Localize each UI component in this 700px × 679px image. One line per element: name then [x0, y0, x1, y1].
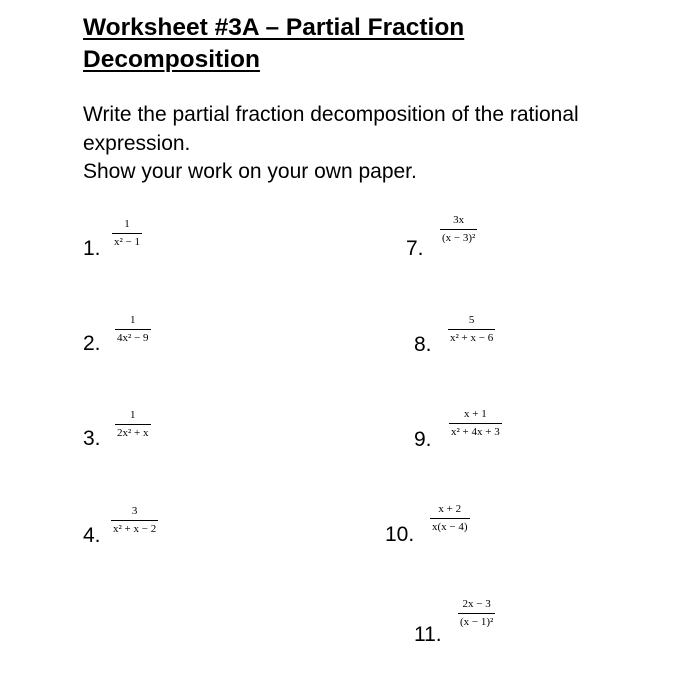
denominator: x² + 4x + 3 [451, 426, 500, 438]
denominator: (x − 1)² [460, 616, 494, 628]
worksheet-title [83, 12, 464, 76]
denominator: x(x − 4) [432, 521, 468, 533]
instruction-line-1: Write the partial fraction decomposition of the rational [83, 103, 579, 126]
fraction [448, 314, 495, 345]
problem-number: 7. [406, 237, 424, 260]
problem-number: 3. [83, 427, 101, 450]
denominator: 4x² − 9 [117, 332, 149, 344]
denominator: x² − 1 [114, 236, 141, 248]
numerator: x + 1 [464, 408, 487, 420]
denominator: (x − 3)² [442, 232, 476, 244]
numerator: 3x [453, 214, 465, 226]
numerator: 1 [130, 409, 136, 421]
instruction-line-3: Show your work on your own paper. [83, 160, 417, 183]
denominator: x² + x − 2 [113, 523, 157, 535]
numerator: 2x − 3 [462, 598, 491, 610]
fraction [115, 409, 151, 440]
title-line-1: Worksheet #3A – Partial Fraction [83, 14, 465, 41]
fraction [449, 408, 502, 439]
fraction [115, 314, 151, 345]
numerator: 3 [131, 505, 138, 517]
denominator: x² + x − 6 [450, 332, 494, 344]
title-line-2: Decomposition [83, 46, 260, 73]
problem-number: 9. [414, 428, 432, 451]
fraction [430, 503, 470, 534]
instruction-line-2: expression. [83, 131, 191, 155]
problem-number: 10. [385, 523, 415, 546]
numerator: 5 [468, 314, 475, 326]
problem-number: 4. [83, 524, 101, 547]
numerator: x + 2 [438, 503, 462, 515]
numerator: 1 [130, 314, 136, 326]
problem-number: 1. [83, 237, 101, 260]
denominator: 2x² + x [117, 427, 149, 439]
fraction [440, 214, 477, 245]
problem-number: 8. [414, 333, 432, 356]
problem-number: 2. [83, 332, 101, 355]
fraction [458, 598, 495, 629]
problem-number: 11. [414, 623, 442, 646]
instructions [83, 101, 673, 187]
fraction [111, 505, 158, 536]
fraction [112, 218, 142, 249]
numerator: 1 [124, 218, 130, 230]
